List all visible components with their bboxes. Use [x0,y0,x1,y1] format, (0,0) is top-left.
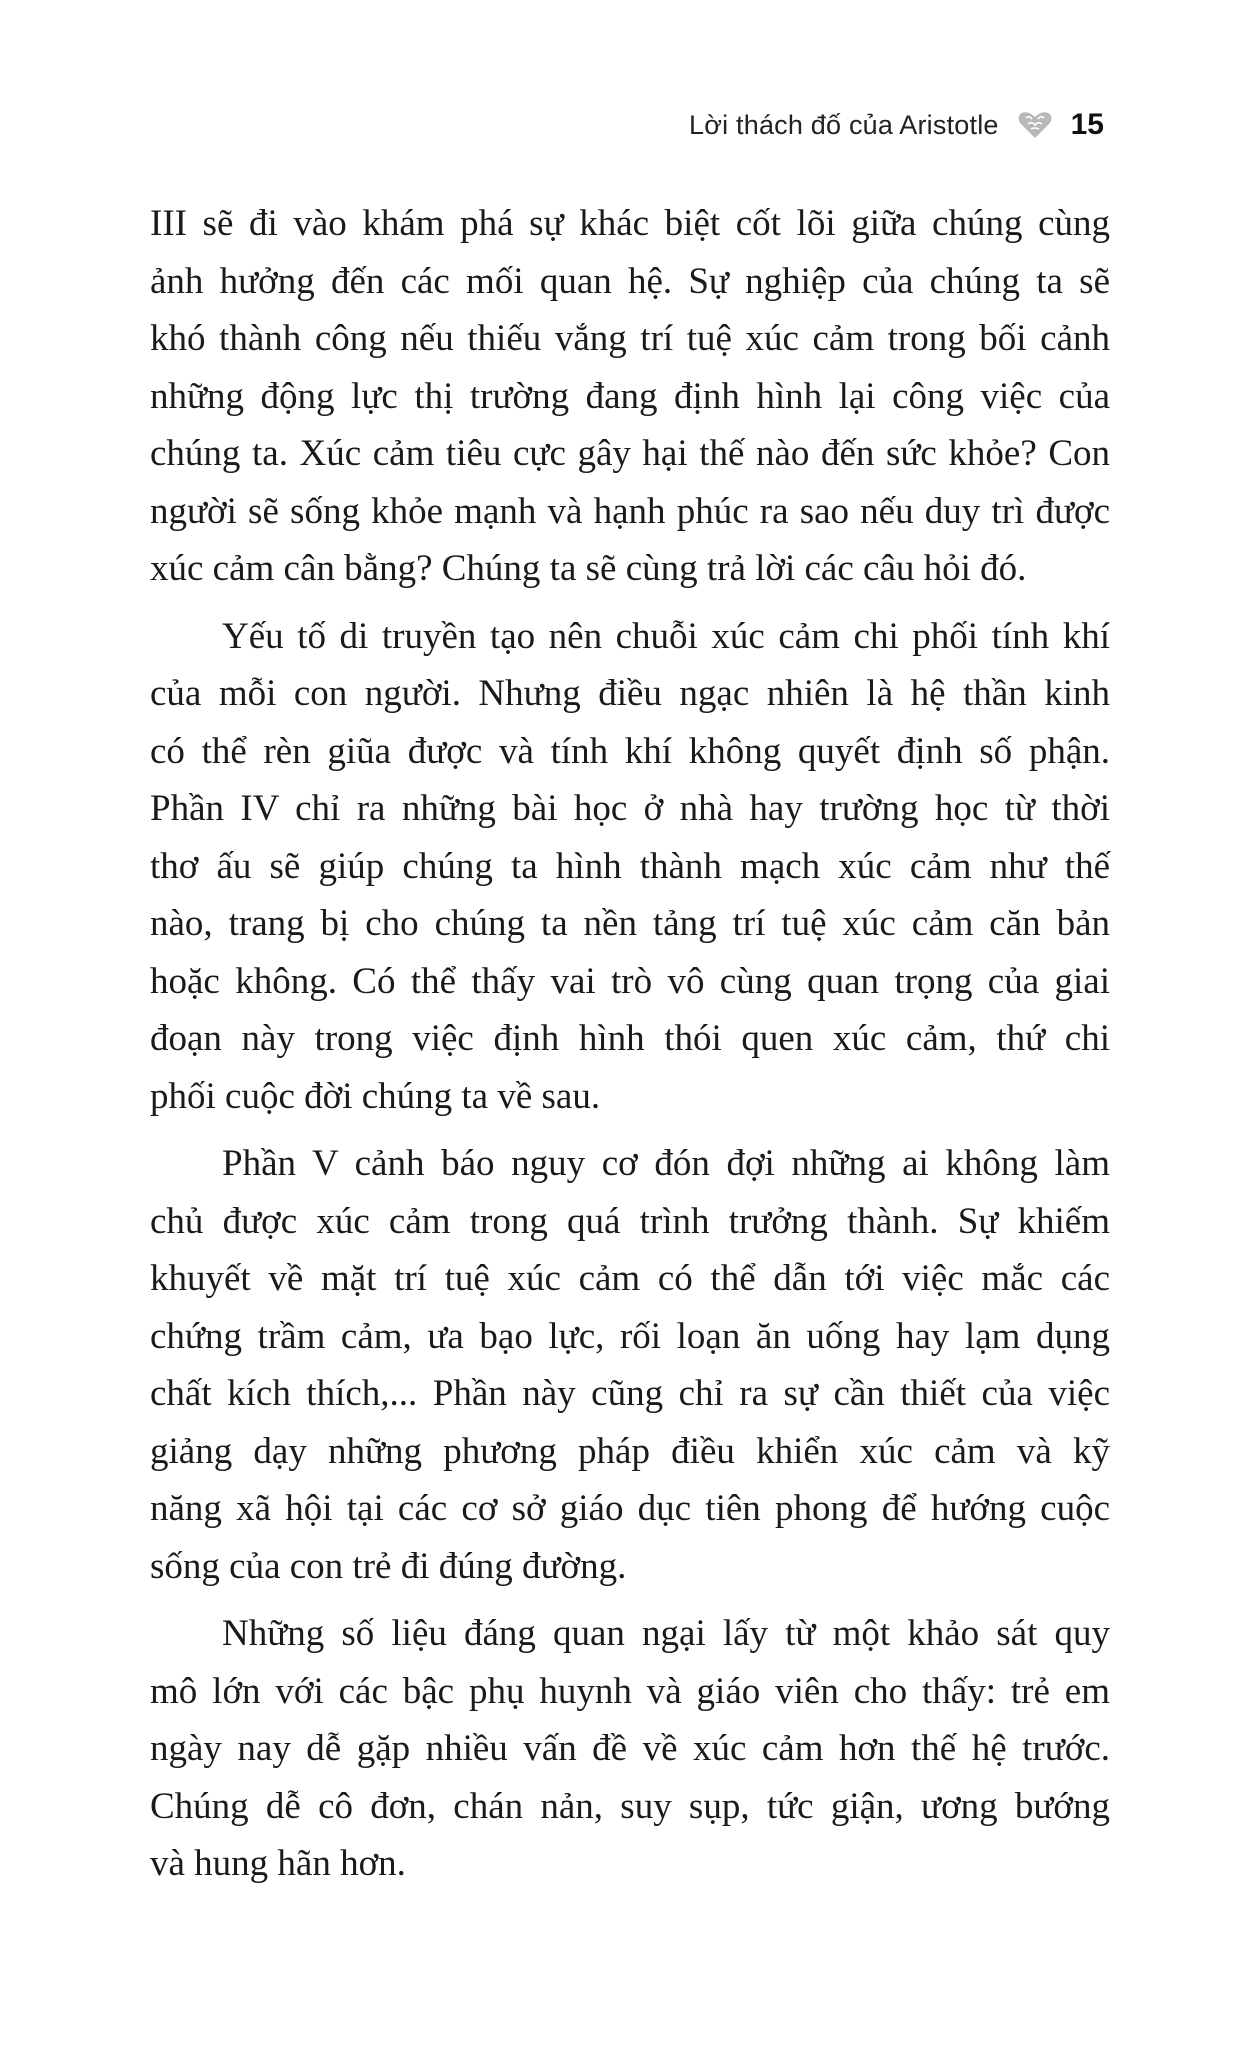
text-line: Yếu tố di truyền tạo nên chuỗi xúc cảm chi phối tính khí [222,615,1110,657]
text-line: năng xã hội tại các cơ sở giáo dục tiên phong để hướng cuộc [150,1488,1110,1529]
paragraph [150,608,1110,1126]
text-line: người sẽ sống khỏe mạnh và hạnh phúc ra sao nếu duy trì được [150,490,1110,532]
text-line: chủ được xúc cảm trong quá trình trưởng thành. Sự khiếm [150,1200,1110,1242]
text-line: xúc cảm cân bằng? Chúng ta sẽ cùng trả lời các câu hỏi đó. [150,548,1027,589]
text-line: những động lực thị trường đang định hình lại công việc của [150,375,1110,417]
text-line: hoặc không. Có thể thấy vai trò vô cùng quan trọng của giai [150,960,1110,1002]
text-line: mô lớn với các bậc phụ huynh và giáo viên cho thấy: trẻ em [150,1670,1110,1712]
text-line: khó thành công nếu thiếu vắng trí tuệ xúc cảm trong bối cảnh [150,318,1110,359]
text-line: III sẽ đi vào khám phá sự khác biệt cốt lõi giữa chúng cùng [150,203,1110,244]
text-line: khuyết về mặt trí tuệ xúc cảm có thể dẫn tới việc mắc các [150,1258,1110,1299]
text-line: đoạn này trong việc định hình thói quen xúc cảm, thứ chi [150,1018,1110,1059]
text-line: thơ ấu sẽ giúp chúng ta hình thành mạch xúc cảm như thế [150,845,1110,887]
text-line: Những số liệu đáng quan ngại lấy từ một khảo sát quy [222,1613,1110,1654]
text-line: ngày nay dễ gặp nhiều vấn đề về xúc cảm hơn thế hệ trước. [150,1728,1110,1769]
paragraph [150,1605,1110,1893]
text-line: nào, trang bị cho chúng ta nền tảng trí tuệ xúc cảm căn bản [150,903,1110,944]
body-text [150,195,1110,1903]
text-line: phối cuộc đời chúng ta về sau. [150,1075,601,1117]
text-line: của mỗi con người. Nhưng điều ngạc nhiên là hệ thần kinh [150,673,1110,714]
text-line: sống của con trẻ đi đúng đường. [150,1545,627,1587]
paragraph [150,195,1110,598]
page-number: 15 [1070,108,1104,141]
text-line: ảnh hưởng đến các mối quan hệ. Sự nghiệp của chúng ta sẽ [150,260,1110,302]
text-line: Phần V cảnh báo nguy cơ đón đợi những ai không làm [222,1143,1110,1184]
text-line: có thể rèn giũa được và tính khí không quyết định số phận. [150,730,1110,772]
text-line: chúng ta. Xúc cảm tiêu cực gây hại thế nào đến sức khỏe? Con [150,433,1110,474]
running-header [689,108,1104,142]
running-title: Lời thách đố của Aristotle [689,109,999,140]
text-line: và hung hãn hơn. [150,1843,406,1884]
paragraph [150,1135,1110,1595]
text-line: chứng trầm cảm, ưa bạo lực, rối loạn ăn uống hay lạm dụng [150,1315,1110,1357]
text-line: chất kích thích,... Phần này cũng chỉ ra sự cần thiết của việc [150,1373,1110,1414]
text-line: giảng dạy những phương pháp điều khiển xúc cảm và kỹ [150,1430,1110,1472]
heart-brain-ornament-icon [1017,110,1053,140]
text-line: Phần IV chỉ ra những bài học ở nhà hay trường học từ thời [150,788,1110,829]
text-line: Chúng dễ cô đơn, chán nản, suy sụp, tức giận, ương bướng [150,1785,1110,1827]
